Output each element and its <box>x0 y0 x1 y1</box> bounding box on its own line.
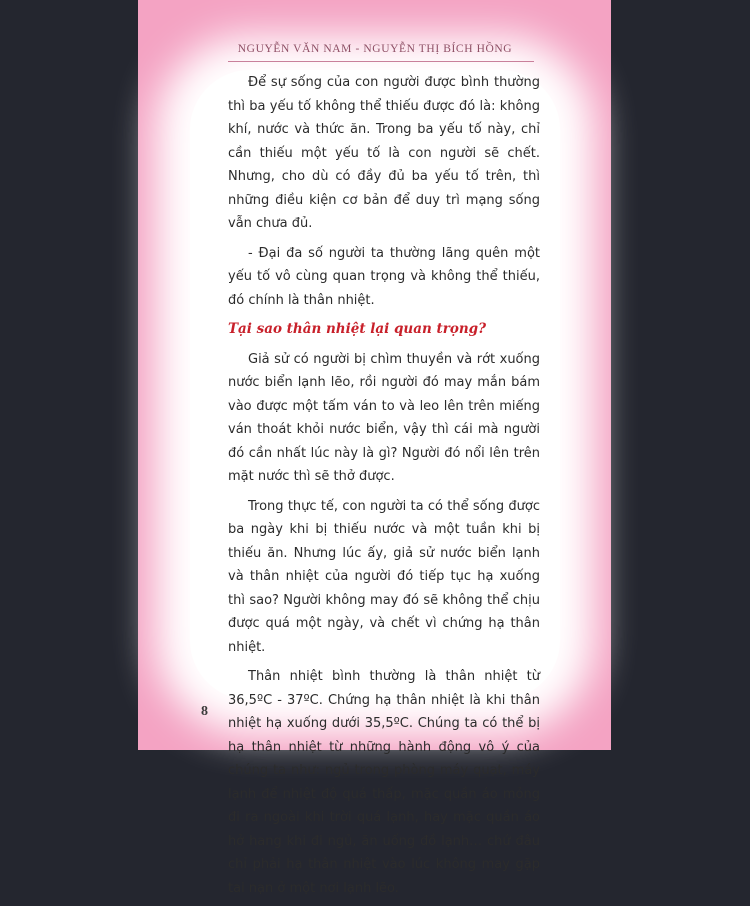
paragraph-intro: Để sự sống của con người được bình thường thì ba yếu tố không thể thiếu được đó là: không khí, nước và thức ăn. Trong ba yếu tố này, chỉ cần thiếu một yếu tố là con người sẽ chết. Nhưng, cho dù có đầy đủ ba yếu tố trên, thì những điều kiện cơ bản để duy trì mạng sống vẫn chưa đủ. <box>228 75 540 231</box>
paragraph-hypothermia: Thân nhiệt bình thường là thân nhiệt từ 36,5ºC - 37ºC. Chứng hạ thân nhiệt là khi thân nhiệt hạ xuống dưới 35,5ºC. Chúng ta có thể bị hạ thân nhiệt từ những hành động vô ý của chúng ta như: ngủ trong phòng máy quạt, máy lạnh để nhiệt độ quá thấp, mặc quần áo mỏng đi ra ngoài khi trời quá lạnh, hay mặc quần áo hở hang khi đi ngủ, ăn uống đồ lạnh… chứ đâu chỉ phải hạ thân nhiệt vào lúc không may gặp tai nạn ở một nơi lạnh lẽo. <box>228 669 540 896</box>
paragraph-body-heat: - Đại đa số người ta thường lãng quên một yếu tố vô cùng quan trọng và không thể thiếu, đó chính là thân nhiệt. <box>228 245 540 308</box>
paragraph-survival: Trong thực tế, con người ta có thể sống được ba ngày khi bị thiếu nước và một tuần khi bị thiếu ăn. Nhưng lúc ấy, giả sử nước biển lạnh và thân nhiệt của người đó tiếp tục hạ xuống thì sao? Người không may đó sẽ không thể chịu được quá một ngày, và chết vì chứng hạ thân nhiệt. <box>228 498 540 655</box>
running-head-rule <box>228 61 534 62</box>
page-number: 8 <box>201 704 208 719</box>
running-head: NGUYỄN VĂN NAM - NGUYỄN THỊ BÍCH HỒNG <box>237 43 513 55</box>
paragraph-shipwreck: Giả sử có người bị chìm thuyền và rớt xuống nước biển lạnh lẽo, rồi người đó may mắn bám vào được một tấm ván to và leo lên trên miếng ván thoát khỏi nước biển, vậy thì cái mà người đó cần nhất lúc này là gì? Người đó nổi lên trên mặt nước thì sẽ thở được. <box>228 351 540 484</box>
section-heading: Tại sao thân nhiệt lại quan trọng? <box>228 321 487 337</box>
text-column <box>228 71 540 906</box>
